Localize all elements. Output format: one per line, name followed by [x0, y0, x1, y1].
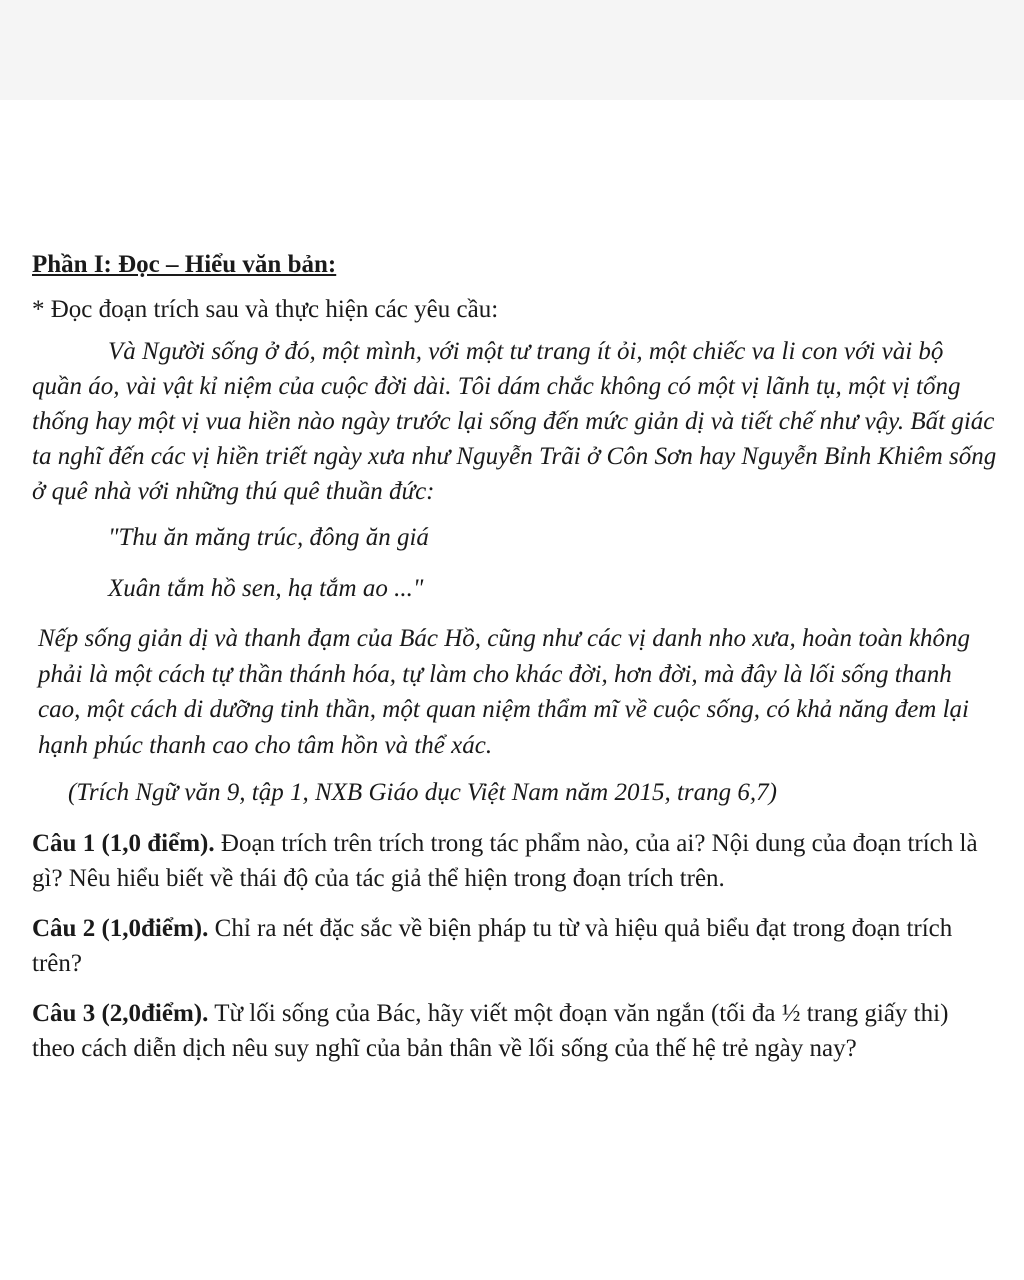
question-3-text: Từ lối sống của Bác, hãy viết một đoạn văn ngắn (tối đa ½ trang giấy thi) theo cách diễn dịch nêu suy nghĩ của bản thân về lối sống của thế hệ trẻ ngày nay?	[32, 1000, 949, 1062]
question-3	[32, 996, 997, 1066]
question-1-text: Đoạn trích trên trích trong tác phẩm nào, của ai? Nội dung của đoạn trích là gì? Nêu hiểu biết về thái độ của tác giả thể hiện trong đoạn trích trên.	[32, 830, 978, 892]
question-1	[32, 826, 997, 896]
top-band	[0, 0, 1024, 100]
document-content	[32, 248, 997, 1081]
question-2	[32, 911, 997, 981]
passage-paragraph-1: Và Người sống ở đó, một mình, với một tư trang ít ỏi, một chiếc va li con với vài bộ quần áo, vài vật kỉ niệm của cuộc đời dài. Tôi dám chắc không có một vị lãnh tụ, một vị tổng thống hay một vị vua hiền nào ngày trước lại sống đến mức giản dị và tiết chế như vậy. Bất giác ta nghĩ đến các vị hiền triết ngày xưa như Nguyễn Trãi ở Côn Sơn hay Nguyễn Bỉnh Khiêm sống ở quê nhà với những thú quê thuần đức:	[32, 338, 997, 505]
question-2-text: Chỉ ra nét đặc sắc về biện pháp tu từ và hiệu quả biểu đạt trong đoạn trích trên?	[32, 915, 953, 977]
passage-paragraph-2: Nếp sống giản dị và thanh đạm của Bác Hồ, cũng như các vị danh nho xưa, hoàn toàn không phải là một cách tự thần thánh hóa, tự làm cho khác đời, hơn đời, mà đây là lối sống thanh cao, một cách di dưỡng tinh thần, một quan niệm thẩm mĩ về cuộc sống, có khả năng đem lại hạnh phúc thanh cao cho tâm hồn và thể xác.	[38, 625, 970, 759]
question-3-label: Câu 3 (2,0điểm).	[32, 1000, 209, 1027]
question-2-label: Câu 2 (1,0điểm).	[32, 915, 209, 942]
passage-citation: (Trích Ngữ văn 9, tập 1, NXB Giáo dục Việt Nam năm 2015, trang 6,7)	[68, 779, 777, 806]
question-1-label: Câu 1 (1,0 điểm).	[32, 830, 215, 857]
poem-line-2: Xuân tắm hồ sen, hạ tắm ao ..."	[108, 575, 424, 602]
instruction-text: * Đọc đoạn trích sau và thực hiện các yêu cầu:	[32, 296, 499, 323]
section-heading: Phần I: Đọc – Hiểu văn bản:	[32, 251, 337, 278]
poem-line-1: "Thu ăn măng trúc, đông ăn giá	[108, 524, 429, 551]
